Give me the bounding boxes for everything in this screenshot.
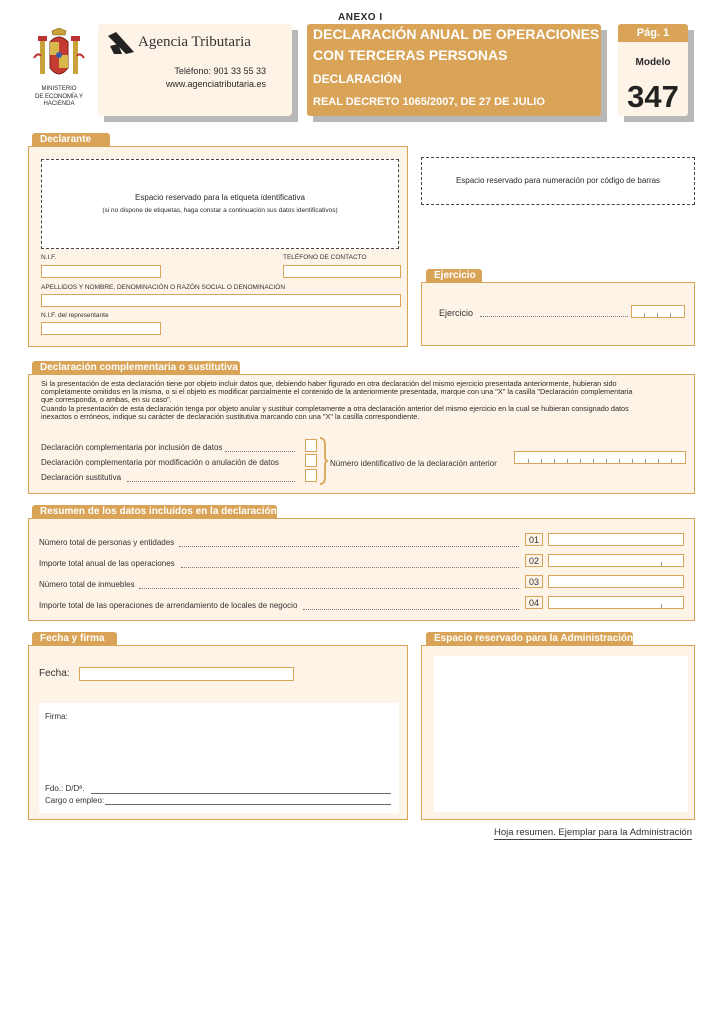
complementaria-tab: Declaración complementaria o sustitutiva (32, 361, 240, 374)
nif-label: N.I.F. (41, 254, 57, 261)
ejercicio-section (421, 282, 695, 346)
fecha-firma-tab: Fecha y firma (32, 632, 117, 645)
page-number: Pág. 1 (618, 24, 688, 42)
title-line-2: CON TERCERAS PERSONAS (313, 47, 508, 63)
admin-tab: Espacio reservado para la Administración (426, 632, 633, 645)
option-inclusion-label: Declaración complementaria por inclusión de datos (41, 443, 223, 452)
ministry-name: MINISTERIO DE ECONOMÍA Y HACIENDA (35, 86, 83, 107)
label-area: Espacio reservado para la etiqueta identificativa (si no dispone de etiquetas, haga constar a continuación sus datos identificativos) (41, 159, 399, 249)
resumen-field-04[interactable] (548, 596, 684, 609)
firma-label: Firma: (45, 712, 68, 721)
barcode-area: Espacio reservado para numeración por código de barras (421, 157, 695, 205)
option-substitute-label: Declaración sustitutiva (41, 473, 122, 482)
resumen-field-03[interactable] (548, 575, 684, 588)
model-box (618, 24, 688, 116)
ejercicio-field[interactable] (631, 305, 685, 318)
previous-id-field[interactable] (514, 451, 686, 464)
phone-label: TELÉFONO DE CONTACTO (283, 254, 367, 261)
model-number: 347 (627, 79, 679, 114)
signature-area[interactable] (39, 703, 399, 813)
nif-representative-field[interactable] (41, 322, 161, 335)
fdo-label: Fdo.: D/Dª. (45, 784, 85, 793)
title-line-3: DECLARACIÓN (313, 72, 402, 86)
model-label: Modelo (635, 57, 671, 68)
title-box (307, 24, 601, 116)
resumen-row-code: 02 (525, 554, 543, 567)
complementaria-instructions: Si la presentación de esta declaración tiene por objeto incluir datos que, debiendo haber figurado en otra declaración del mismo ejercicio presentada anteriormente, hubieran sido completamente omitidos en la misma, o si el objeto es modificar parcialmente el contenido de la anteriormente presentada, marque con una "X" la casilla "Declaración complementaria que corresponda, o ambas, en su caso". Cuando la presentación de esta declaración tenga por objeto anular y sustituir completamente a otra declaración anterior del mismo ejercicio en la cual se hubieran consignado datos inexactos o erróneos, indique su carácter de declaración sustitutiva marcando con una "X" la casilla correspondiente. (41, 380, 633, 421)
option-modification-checkbox[interactable] (305, 454, 317, 467)
admin-section (421, 645, 695, 820)
resumen-section (28, 518, 695, 621)
agency-web: www.agenciatributaria.es (165, 79, 266, 89)
resumen-row-label: Importe total anual de las operaciones (39, 559, 175, 568)
brace-icon (319, 437, 329, 490)
annex-label: ANEXO I (338, 12, 383, 23)
resumen-field-01[interactable] (548, 533, 684, 546)
resumen-row-label: Número total de personas y entidades (39, 538, 175, 547)
previous-id-label: Número identificativo de la declaración anterior (330, 459, 497, 468)
fecha-field[interactable] (79, 667, 294, 681)
resumen-tab: Resumen de los datos incluidos en la declaración (32, 505, 277, 518)
apellidos-field[interactable] (41, 294, 401, 307)
ejercicio-tab: Ejercicio (426, 269, 482, 282)
agency-name: Agencia Tributaria (138, 34, 251, 50)
declarante-section (28, 146, 408, 347)
nif-field[interactable] (41, 265, 161, 278)
resumen-row-code: 03 (525, 575, 543, 588)
phone-field[interactable] (283, 265, 401, 278)
declarante-tab: Declarante (32, 133, 110, 146)
footer-note: Hoja resumen. Ejemplar para la Administración (493, 827, 692, 838)
fecha-firma-section (28, 645, 408, 820)
title-line-4: REAL DECRETO 1065/2007, DE 27 DE JULIO (313, 96, 545, 108)
apellidos-label: APELLIDOS Y NOMBRE, DENOMINACIÓN O RAZÓN SOCIAL O DENOMINACIÓN (41, 284, 286, 291)
fecha-label: Fecha: (39, 668, 70, 679)
title-line-1: DECLARACIÓN ANUAL DE OPERACIONES (313, 26, 600, 42)
agency-box (98, 24, 292, 116)
option-inclusion-checkbox[interactable] (305, 439, 317, 452)
resumen-row-label: Importe total de las operaciones de arrendamiento de locales de negocio (39, 601, 298, 610)
resumen-field-02[interactable] (548, 554, 684, 567)
coat-of-arms (30, 28, 88, 84)
option-modification-label: Declaración complementaria por modificación o anulación de datos (41, 458, 279, 467)
resumen-row-label: Número total de inmuebles (39, 580, 135, 589)
option-substitute-checkbox[interactable] (305, 469, 317, 482)
ejercicio-label: Ejercicio (439, 308, 474, 318)
admin-area (434, 656, 688, 812)
agency-logo-icon (108, 32, 134, 59)
cargo-label: Cargo o empleo: (45, 796, 105, 805)
complementaria-section (28, 374, 695, 494)
resumen-row-code: 01 (525, 533, 543, 546)
resumen-row-code: 04 (525, 596, 543, 609)
agency-phone: Teléfono: 901 33 55 33 (174, 66, 266, 76)
nif-representative-label: N.I.F. del representante (41, 312, 109, 319)
